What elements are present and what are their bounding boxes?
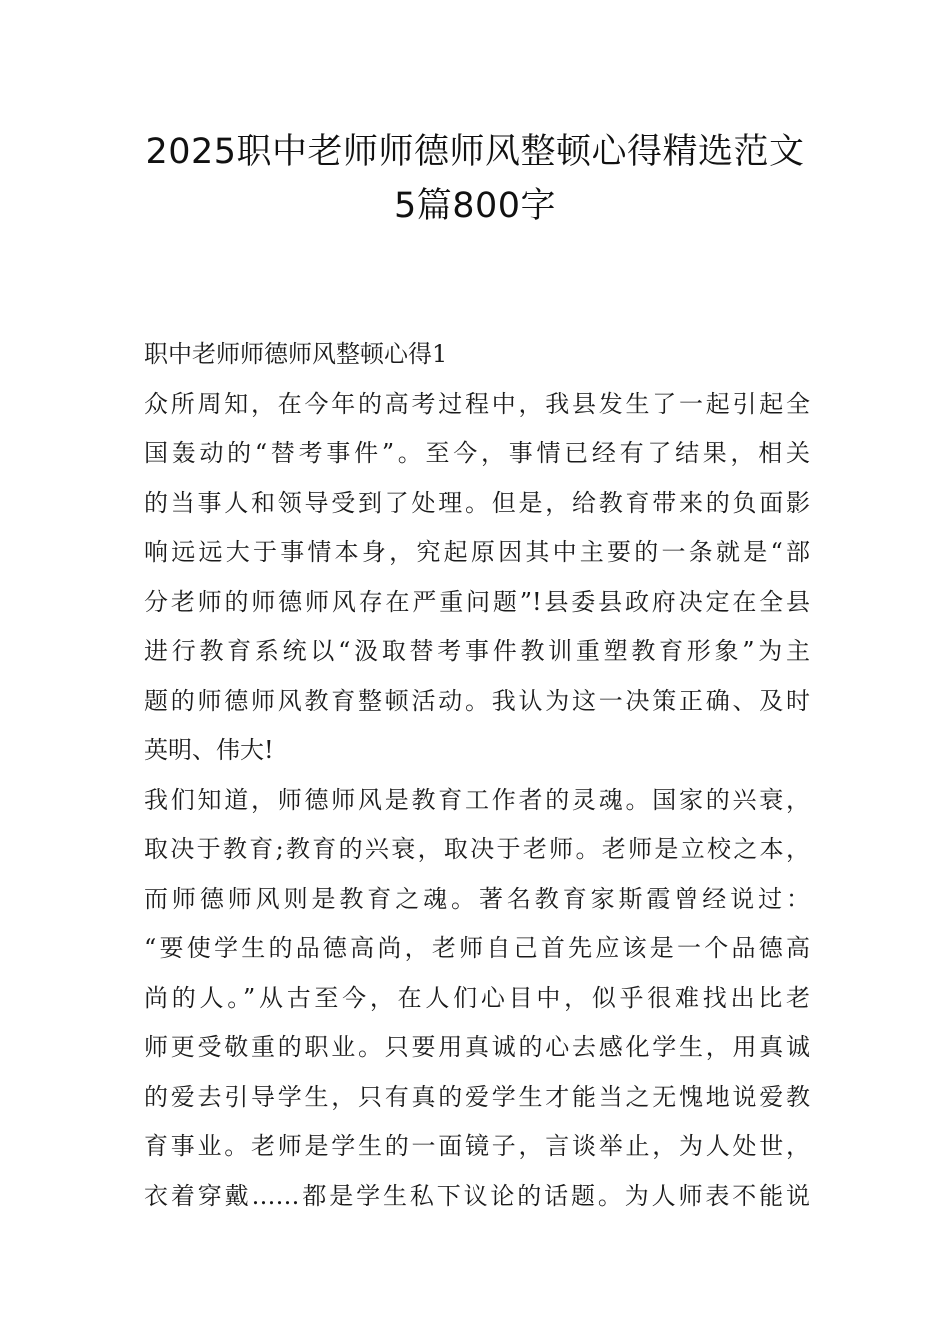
paragraph-line: 英明、伟大!: [144, 736, 274, 764]
paragraph-line: 响远远大于事情本身，究起原因其中主要的一条就是“部: [144, 538, 810, 566]
paragraph-line: “要使学生的品德高尚，老师自己首先应该是一个品德高: [144, 934, 810, 962]
section-heading-text: 职中老师师德师风整顿心得1: [144, 340, 448, 368]
paragraph-line: 的当事人和领导受到了处理。但是，给教育带来的负面影: [144, 488, 810, 517]
paragraph-line: 进行教育系统以“汲取替考事件教训重塑教育形象”为主: [144, 637, 810, 665]
paragraph-2: [144, 776, 810, 1222]
paragraph-line: 的爱去引导学生，只有真的爱学生才能当之无愧地说爱教: [144, 1082, 810, 1111]
paragraph-line: 题的师德师风教育整顿活动。我认为这一决策正确、及时: [144, 686, 810, 715]
paragraph-1: [144, 380, 810, 776]
paragraph-line: 我们知道，师德师风是教育工作者的灵魂。国家的兴衰，: [144, 785, 810, 814]
paragraph-line: 师更受敬重的职业。只要用真诚的心去感化学生，用真诚: [144, 1033, 810, 1061]
paragraph-line: 而师德师风则是教育之魂。著名教育家斯霞曾经说过：: [144, 884, 810, 913]
paragraph-line: 分老师的师德师风存在严重问题”!县委县政府决定在全县: [144, 587, 810, 616]
title-line-1: 2025职中老师师德师风整顿心得精选范文: [145, 132, 805, 172]
paragraph-line: 衣着穿戴……都是学生私下议论的话题。为人师表不能说: [144, 1181, 810, 1210]
paragraph-line: 国轰动的“替考事件”。至今，事情已经有了结果，相关: [144, 439, 810, 467]
document-title: [100, 125, 850, 233]
section-heading: [144, 330, 810, 380]
paragraph-line: 尚的人。”从古至今，在人们心目中，似乎很难找出比老: [144, 983, 810, 1012]
paragraph-line: 育事业。老师是学生的一面镜子，言谈举止，为人处世，: [144, 1132, 810, 1160]
paragraph-line: 众所周知，在今年的高考过程中，我县发生了一起引起全: [144, 389, 810, 418]
title-line-2: 5篇800字: [393, 186, 557, 226]
document-body: [144, 330, 810, 1221]
paragraph-line: 取决于教育;教育的兴衰，取决于老师。老师是立校之本，: [144, 835, 810, 863]
